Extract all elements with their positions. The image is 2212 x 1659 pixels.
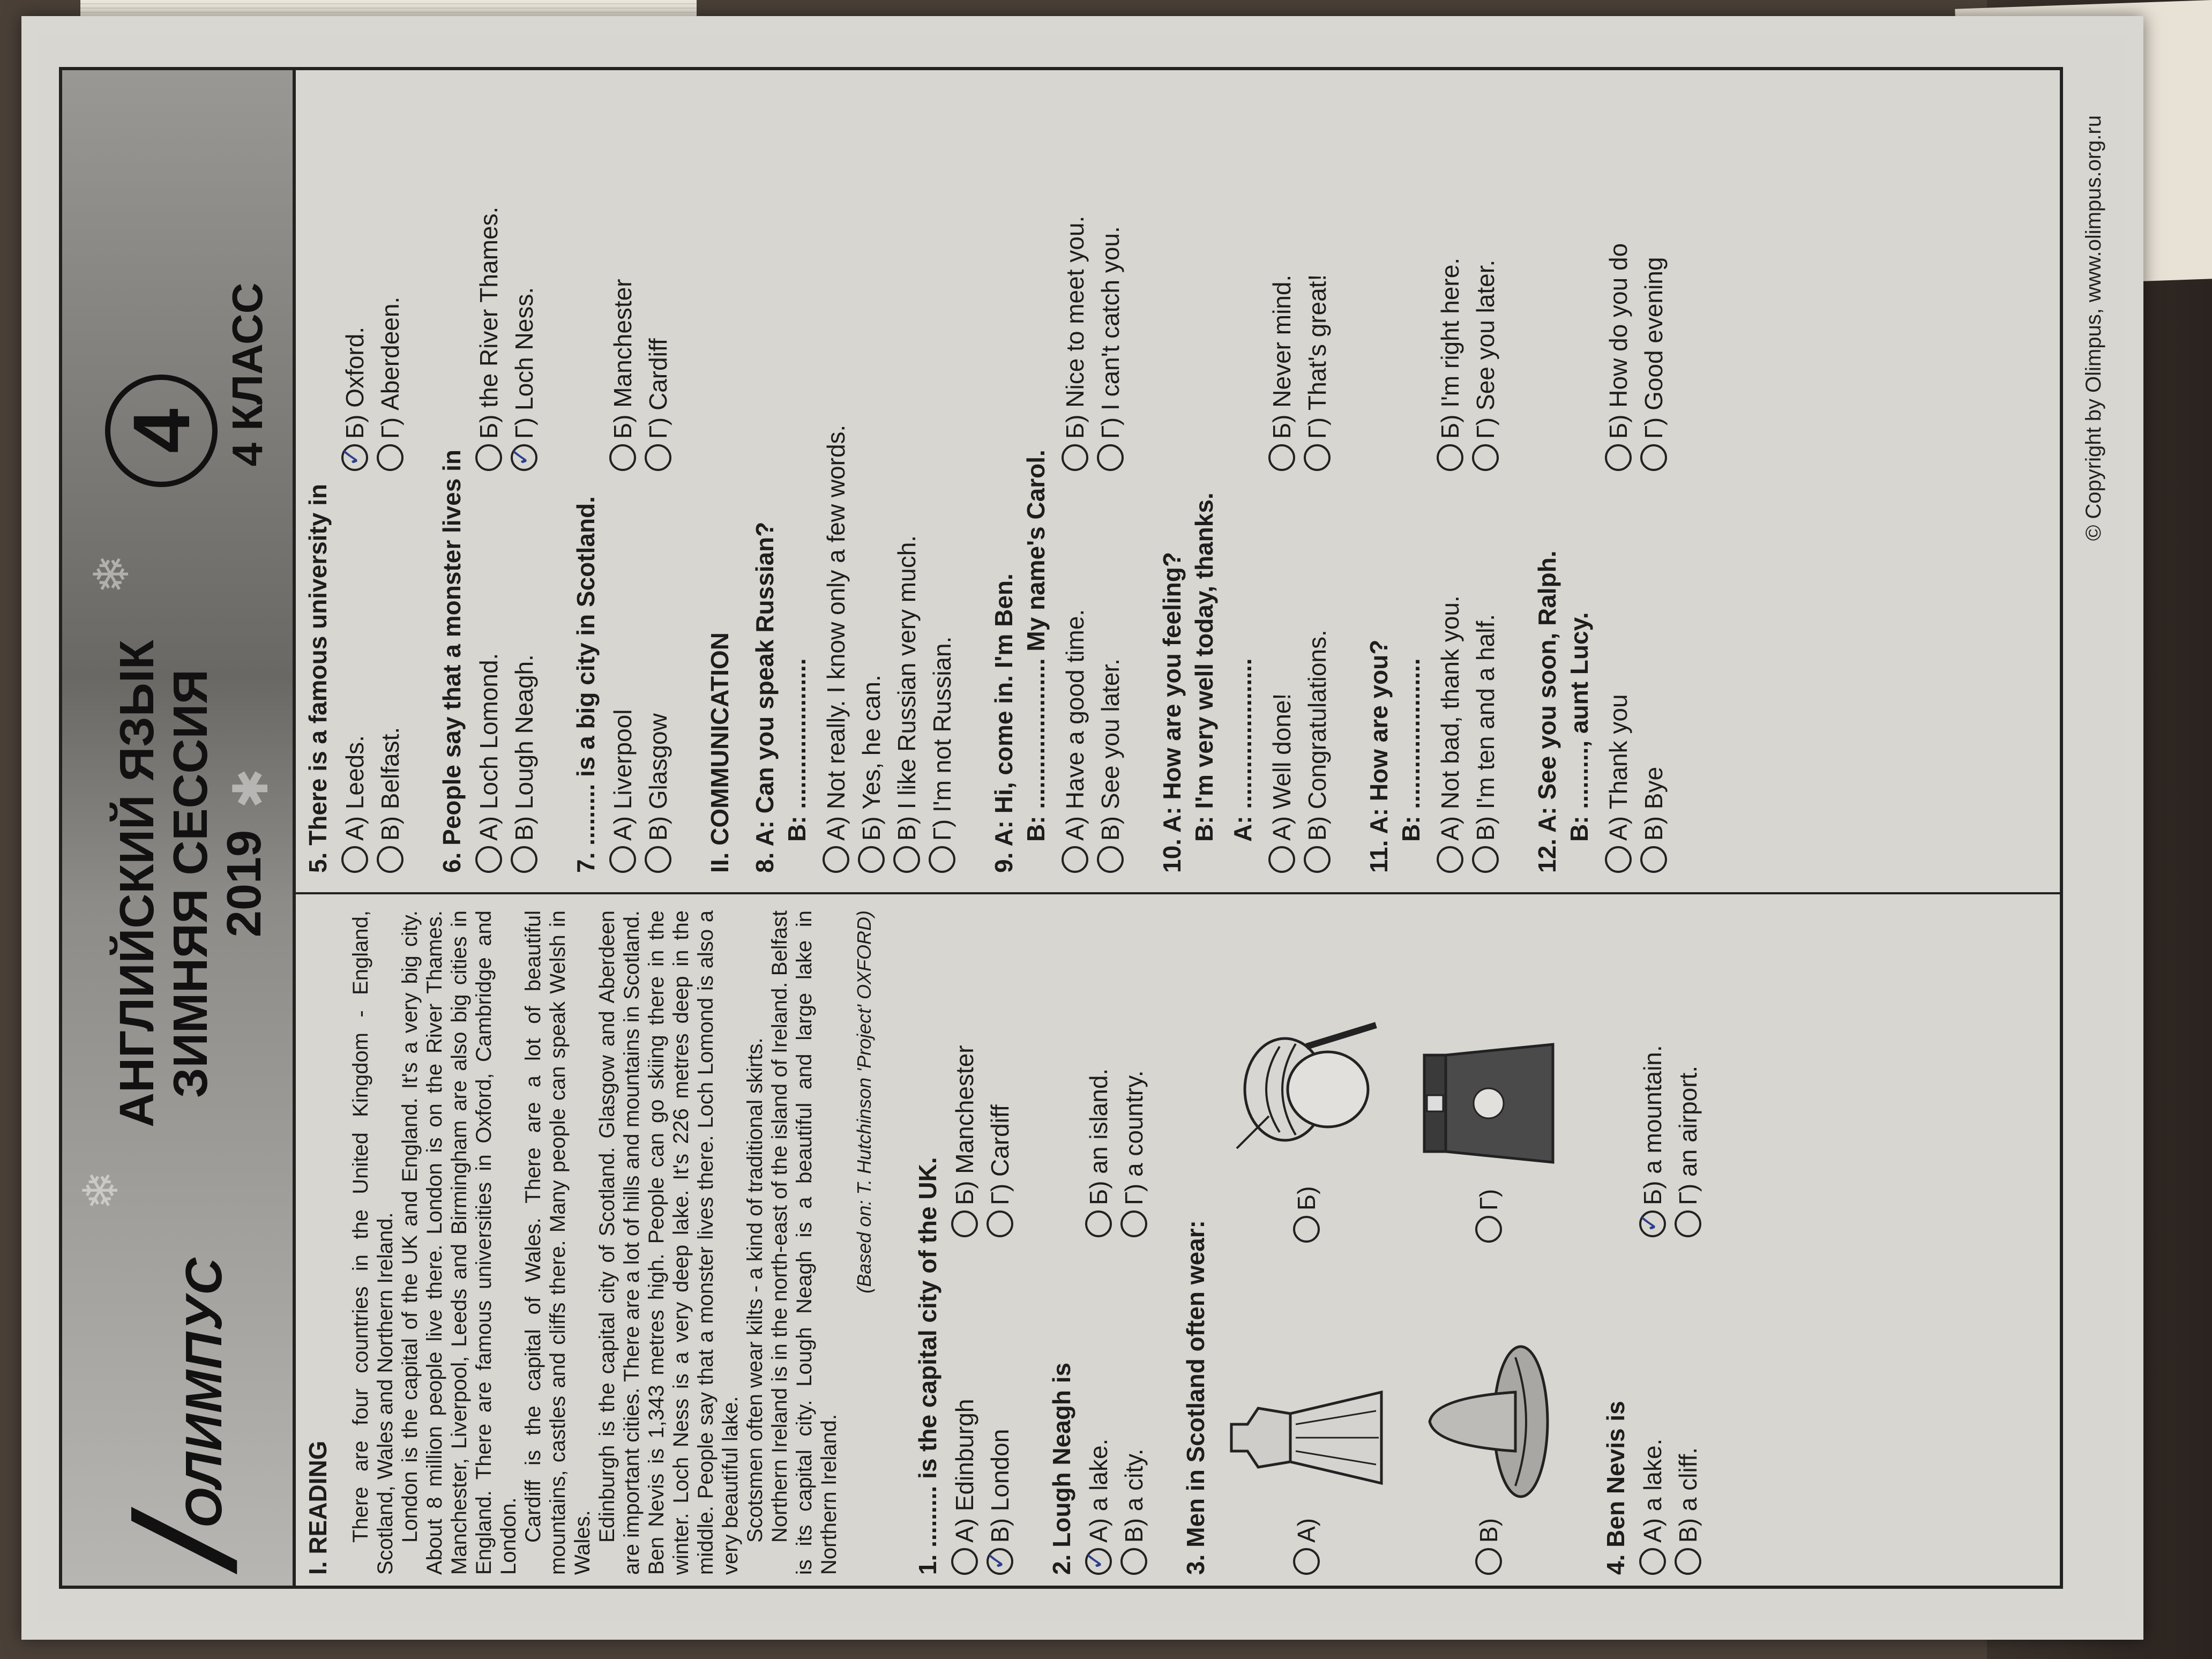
dialogue-line-b: B: ...................... [783, 658, 811, 842]
radio-circle[interactable] [1472, 846, 1499, 873]
option-label: Г) Loch Ness. [510, 287, 538, 439]
radio-circle[interactable] [609, 846, 636, 873]
question-5 [303, 80, 405, 873]
worksheet-frame [59, 67, 2063, 1589]
left-column [303, 910, 1735, 1575]
option[interactable] [1408, 910, 1569, 1243]
option-label: Б) I'm right here. [1436, 257, 1464, 439]
option[interactable] [1060, 482, 1090, 873]
session-title: ЗИМНЯЯ СЕССИЯ [164, 669, 218, 1098]
option[interactable] [1435, 482, 1465, 873]
option[interactable] [1673, 910, 1703, 1237]
copyright: © Copyright by Olimpus, www.olimpus.org.ru [2082, 115, 2105, 541]
option[interactable] [375, 482, 405, 873]
option[interactable] [1083, 1248, 1114, 1575]
radio-circle[interactable] [1605, 846, 1632, 873]
option-label: Б) Manchester [951, 1045, 978, 1205]
option-label: А) a lake. [1639, 1438, 1667, 1543]
radio-circle[interactable] [341, 846, 368, 873]
dialogue-line-a: 11. A: How are you? [1365, 639, 1393, 873]
option[interactable] [1226, 910, 1387, 1243]
radio-circle[interactable] [1120, 1210, 1147, 1237]
option[interactable] [1470, 482, 1500, 873]
snowflake-icon: ❄ [85, 554, 139, 594]
option-label: А) Liverpool [609, 709, 637, 841]
kilt-icon [1408, 1034, 1569, 1173]
option-label: Г) Good evening [1640, 257, 1668, 439]
radio-circle[interactable] [823, 846, 849, 873]
option-label: А) Thank you [1604, 694, 1632, 841]
question-text: 3. Men in Scotland often wear: [1182, 1220, 1209, 1575]
option-label: Г) See you later. [1471, 259, 1499, 439]
option-label: Б) How do you do [1604, 243, 1632, 439]
reading-paragraph: Cardiff is the capital of Wales. There are a lot of beautiful mountains, castles and cliffs there. Many people can speak Welsh in Wales. [521, 910, 594, 1575]
option-label: Б) Manchester [609, 279, 637, 439]
radio-circle[interactable] [893, 846, 920, 873]
option[interactable] [950, 1248, 980, 1575]
radio-circle[interactable] [1605, 444, 1632, 471]
radio-circle[interactable] [1675, 1548, 1701, 1575]
question-text: 1. ......... is the capital city of the UK. [914, 1157, 941, 1575]
snowflake-icon: ❄ [74, 1170, 128, 1210]
radio-circle[interactable] [1304, 846, 1331, 873]
option-label: Г) I'm not Russian. [928, 636, 956, 841]
option-label: В) London [986, 1429, 1014, 1543]
radio-circle[interactable] [1120, 1548, 1147, 1575]
option[interactable] [1408, 1243, 1569, 1575]
option[interactable] [1302, 80, 1332, 471]
dialogue-line-b: B: ........., aunt Lucy. [1565, 612, 1593, 842]
question-12 [1533, 80, 1669, 873]
option[interactable] [1119, 910, 1149, 1237]
option-label: Г) Aberdeen. [376, 296, 404, 439]
radio-circle[interactable] [1640, 846, 1667, 873]
option[interactable] [608, 482, 638, 873]
option[interactable] [985, 1248, 1015, 1575]
option-label: В) I'm ten and a half. [1471, 614, 1499, 841]
dress-icon [1226, 1373, 1387, 1502]
radio-circle-checked[interactable] [987, 1548, 1013, 1575]
option[interactable] [509, 80, 539, 471]
option[interactable] [1639, 482, 1669, 873]
dialogue-line-b: B: I'm very well today, thanks. [1190, 492, 1218, 842]
reading-paragraph: London is the capital of the UK and England. It's a very big city. About 8 million people live there. London is on the River Thames. Manchester, Liverpool, Leeds and Birmingham are also big cities in England. There are famous universities in Oxford, Cambridge and London. [398, 910, 520, 1575]
option-label: В) a cliff. [1674, 1447, 1702, 1543]
question-text: 4. Ben Nevis is [1602, 1401, 1630, 1575]
radio-circle[interactable] [1293, 1548, 1320, 1575]
subject-title: АНГЛИЙСКИЙ ЯЗЫК [110, 640, 164, 1127]
reading-title: I. READING [304, 1440, 332, 1575]
option-label: В) See you later. [1096, 658, 1124, 841]
grade-label: 4 КЛАСС [223, 282, 271, 467]
option[interactable] [509, 482, 539, 873]
option[interactable] [892, 80, 922, 873]
option-label: Б) an island. [1085, 1068, 1112, 1205]
option[interactable] [1603, 482, 1633, 873]
question-text: 2. Lough Neagh is [1048, 1362, 1075, 1575]
dialogue-line-a: 10. A: How are you feeling? [1158, 552, 1186, 873]
radio-circle[interactable] [929, 846, 955, 873]
option-label: В) I like Russian very much. [893, 535, 921, 841]
question-2 [1047, 910, 1149, 1575]
question-3 [1181, 910, 1569, 1575]
dialogue-line-a: 12. A: See you soon, Ralph. [1533, 550, 1561, 873]
question-4 [1601, 910, 1703, 1575]
option[interactable] [340, 80, 370, 471]
logo-mark: / [104, 1517, 256, 1564]
option[interactable] [474, 482, 504, 873]
radio-circle[interactable] [1062, 444, 1088, 471]
option-label: А) Leeds. [341, 735, 369, 841]
option-label: А) Not really. I know only a few words. [822, 424, 850, 841]
option-label: Г) a country. [1120, 1070, 1148, 1205]
option-label: В) Congratulations. [1303, 630, 1331, 841]
option-label: Б) Oxford. [341, 326, 369, 439]
logo-text: ОЛИМПУС [175, 1257, 233, 1528]
option-label: В) Glasgow [644, 713, 672, 841]
option[interactable] [1226, 1243, 1387, 1575]
radio-circle[interactable] [1268, 444, 1295, 471]
option-label: Г) [1475, 1189, 1503, 1210]
reading-paragraph: Northern Ireland is in the north-east of the island of Ireland. Belfast is its capital city. Lough Neagh is a beautiful and large lake in Northern Ireland. [768, 910, 841, 1575]
radio-circle-checked[interactable] [341, 444, 368, 471]
radio-circle-checked[interactable] [1085, 1548, 1112, 1575]
radio-circle[interactable] [1437, 444, 1463, 471]
reading-paragraph: Scotsmen often wear kilts - a kind of traditional skirts. [743, 1037, 767, 1543]
option-label: Г) Cardiff [986, 1104, 1014, 1205]
radio-circle[interactable] [951, 1210, 978, 1237]
reading-source: (Based on: T. Hutchinson 'Project' OXFORD) [853, 910, 875, 1294]
option-label: Г) an airport. [1674, 1065, 1702, 1205]
option-label: А) Loch Lomond. [475, 653, 503, 841]
question-1 [913, 910, 1015, 1575]
radio-circle[interactable] [377, 444, 403, 471]
option[interactable] [643, 80, 673, 471]
radio-circle[interactable] [987, 1210, 1013, 1237]
radio-circle[interactable] [1475, 1548, 1502, 1575]
option[interactable] [1095, 80, 1125, 471]
grade-badge: 4 [105, 375, 218, 487]
column-divider [293, 892, 2060, 894]
worksheet [38, 35, 2127, 1621]
option[interactable] [1267, 80, 1297, 471]
question-11 [1364, 80, 1500, 873]
option-label: Б) Never mind. [1268, 274, 1296, 439]
radio-circle[interactable] [1639, 1548, 1666, 1575]
reading-paragraph: There are four countries in the United Kingdom - England, Scotland, Wales and Northern Ireland. [349, 910, 397, 1575]
option[interactable] [1673, 1248, 1703, 1575]
dialogue-line-a: 9. A: Hi, come in. I'm Ben. [990, 573, 1018, 873]
option-label: В) Bye [1640, 766, 1668, 841]
radio-circle[interactable] [609, 444, 636, 471]
paper-background [21, 16, 2143, 1640]
option[interactable] [643, 482, 673, 873]
option[interactable] [1119, 1248, 1149, 1575]
question-9 [989, 80, 1125, 873]
reading-text [348, 910, 841, 1575]
option-label: В) a city. [1120, 1448, 1148, 1543]
radio-circle[interactable] [1304, 444, 1331, 471]
option-label: А) Well done! [1268, 693, 1296, 841]
radio-circle[interactable] [1640, 444, 1667, 471]
option[interactable] [608, 80, 638, 471]
option-label: В) [1475, 1518, 1503, 1543]
radio-circle[interactable] [475, 846, 502, 873]
option-label: А) Edinburgh [951, 1399, 978, 1543]
snowflake-icon: ✱ [225, 768, 278, 809]
radio-circle[interactable] [1097, 846, 1124, 873]
radio-circle-checked[interactable] [511, 444, 537, 471]
option[interactable] [1603, 80, 1633, 471]
option-label: Г) I can't catch you. [1096, 226, 1124, 439]
radio-circle[interactable] [1268, 846, 1295, 873]
radio-circle[interactable] [1085, 1210, 1112, 1237]
radio-circle-checked[interactable] [1639, 1210, 1666, 1237]
dialogue-line-a: 8. A: Can you speak Russian? [751, 521, 779, 873]
option[interactable] [821, 80, 851, 873]
radio-circle[interactable] [511, 846, 537, 873]
option[interactable] [474, 80, 504, 471]
option-label: Б) Nice to meet you. [1061, 215, 1089, 439]
option[interactable] [1470, 80, 1500, 471]
option-label: Б) Yes, he can. [857, 675, 885, 841]
option[interactable] [340, 482, 370, 873]
question-10 [1157, 80, 1332, 873]
option[interactable] [1639, 80, 1669, 471]
question-text: 6. People say that a monster lives in [438, 450, 466, 873]
option-label: В) Belfast. [376, 727, 404, 841]
option-label: А) a lake. [1085, 1438, 1112, 1543]
reading-paragraph: Edinburgh is the capital city of Scotland. Glasgow and Aberdeen are important cities. There are a lot of hills and mountains in Scotland. Ben Nevis is 1,343 metres high. People can go skiing there in the winter. Loch Ness is a very deep lake. It's 226 metres deep in the middle. People say that a monster lives there. Loch Lomond is also a very beautiful lake. [595, 910, 742, 1575]
option-label: А) Not bad, thank you. [1436, 595, 1464, 841]
option[interactable] [1267, 482, 1297, 873]
radio-circle[interactable] [1437, 846, 1463, 873]
dialogue-line-b: B: ...................... [1397, 658, 1425, 842]
sombrero-icon [1408, 1341, 1569, 1502]
title-block [110, 589, 271, 1178]
option-label: Б) the River Thames. [475, 206, 503, 439]
option-label: Г) Cardiff [644, 338, 672, 439]
option[interactable] [1095, 482, 1125, 873]
radio-circle[interactable] [377, 846, 403, 873]
radio-circle[interactable] [1062, 846, 1088, 873]
option[interactable] [856, 80, 886, 873]
radio-circle[interactable] [645, 846, 671, 873]
option[interactable] [985, 910, 1015, 1237]
option-label: В) Lough Neagh. [510, 654, 538, 841]
radio-circle[interactable] [951, 1548, 978, 1575]
question-text: 7. ......... is a big city in Scotland. [572, 496, 600, 873]
radio-circle[interactable] [1097, 444, 1124, 471]
communication-title: II. COMMUNICATION [706, 632, 734, 873]
radio-circle[interactable] [475, 444, 502, 471]
question-8 [750, 80, 957, 873]
radio-circle[interactable] [858, 846, 885, 873]
radio-circle[interactable] [1675, 1210, 1701, 1237]
turban-man-icon [1226, 1009, 1387, 1170]
option[interactable] [1638, 1248, 1668, 1575]
radio-circle[interactable] [1472, 444, 1499, 471]
dialogue-line-c: A: ...................... [1229, 658, 1257, 842]
option-label: Б) [1292, 1186, 1320, 1210]
radio-circle[interactable] [1475, 1216, 1502, 1243]
radio-circle[interactable] [645, 444, 671, 471]
option[interactable] [1060, 80, 1090, 471]
option-label: А) [1292, 1518, 1320, 1543]
option-label: А) Have a good time. [1061, 609, 1089, 841]
option[interactable] [1435, 80, 1465, 471]
header-banner [62, 70, 296, 1586]
dialogue-line-b: B: ...................... My name's Carol. [1022, 450, 1050, 842]
option[interactable] [927, 80, 957, 873]
option[interactable] [1083, 910, 1114, 1237]
option-label: Г) That's great! [1303, 274, 1331, 439]
option[interactable] [1638, 910, 1668, 1237]
option[interactable] [950, 910, 980, 1237]
option[interactable] [375, 80, 405, 471]
logo [104, 1221, 256, 1564]
question-7 [571, 80, 673, 873]
year-title: 2019 [218, 829, 271, 938]
question-6 [437, 80, 539, 873]
option[interactable] [1302, 482, 1332, 873]
radio-circle[interactable] [1293, 1216, 1320, 1243]
question-text: 5. There is a famous university in [304, 483, 332, 873]
right-column [303, 80, 1701, 873]
option-label: Б) a mountain. [1639, 1045, 1667, 1205]
